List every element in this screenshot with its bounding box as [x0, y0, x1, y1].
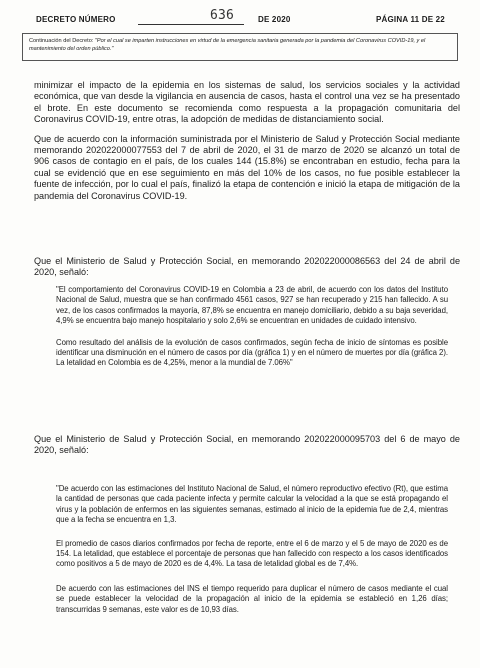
- quote-1-paragraph-1: "El comportamiento del Coronavirus COVID-19 en Colombia a 23 de abril, de acuerdo con los datos del Instituto Nacional de Salud, muestra que se han confirmado 4561 casos, 927 se han recuperado y 215 han fallecido. A su vez, de los casos confirmados la mayoría, 87,8% se encuentra en manejo domiciliario, debido a su baja severidad, 4,9% se encuentra bajo manejo hospitalario y solo 2,6% se encuentran en unidades de cuidado intensivo.: [56, 285, 448, 326]
- continuation-label: Continuación del Decreto:: [29, 38, 94, 44]
- quote-block-2: [56, 484, 448, 615]
- page-number: PÁGINA 11 DE 22: [376, 15, 445, 24]
- paragraph-1: minimizar el impacto de la epidemia en los sistemas de salud, los servicios sociales y la actividad económica, que van desde la vigilancia en ausencia de casos, hasta el control una vez se ha presentado el brote. En este documento se recomienda como respuesta a la propagación comunitaria del Coronavirus COVID-19, entre otras, la adopción de medidas de distanciamiento social.: [34, 80, 460, 125]
- decree-year: DE 2020: [258, 15, 291, 24]
- paragraph-4: Que el Ministerio de Salud y Protección Social, en memorando 202022000095703 del 6 de mayo de 2020, señaló:: [34, 434, 460, 456]
- quote-block-1: [56, 285, 448, 369]
- page-header: [14, 8, 470, 28]
- decree-number: 636: [210, 8, 235, 23]
- continuation-quote: "Por el cual se imparten instrucciones en virtud de la emergencia sanitaria generada por la pandemia del Coronavirus COVID-19, y el mantenimiento del orden público.": [29, 38, 426, 52]
- continuation-box: [22, 33, 458, 61]
- decree-label: DECRETO NÚMERO: [36, 15, 116, 24]
- decree-number-line: [138, 24, 244, 25]
- body-text: [34, 80, 460, 202]
- quote-2-paragraph-3: De acuerdo con las estimaciones del INS el tiempo requerido para duplicar el número de casos mediante el cual se puede establecer la velocidad de la propagación al inicio de la epidemia se estableció en 1,26 días; transcurridas 9 semanas, este valor es de 10,93 días.: [56, 583, 448, 614]
- quote-2-paragraph-2: El promedio de casos diarios confirmados por fecha de reporte, entre el 6 de marzo y el 5 de mayo de 2020 es de 154. La letalidad, que establece el porcentaje de personas que han fallecido con respecto a los casos identificados como positivos a 5 de mayo de 2020 es de 4,4%. La tasa de letalidad global es de 7,4%.: [56, 538, 448, 569]
- paragraph-2: Que de acuerdo con la información suministrada por el Ministerio de Salud y Protección Social mediante memorando 202022000077553 del 7 de abril de 2020, el 31 de marzo de 2020 se alcanzó un total de 906 casos de contagio en el país, de los cuales 144 (15.8%) se encontraban en estudio, fecha para la cual se evidenció que en ese seguimiento en más del 10% de los casos, no fue posible establecer la fuente de infección, por lo cual el país, finalizó la etapa de contención e inició la etapa de mitigación de la pandemia del Coronavirus COVID-19.: [34, 133, 460, 201]
- paragraph-3: Que el Ministerio de Salud y Protección Social, en memorando 202022000086563 del 24 de abril de 2020, señaló:: [34, 256, 460, 278]
- quote-2-paragraph-1: "De acuerdo con las estimaciones del Instituto Nacional de Salud, el número reproductivo efectivo (Rt), que estima la cantidad de personas que cada paciente infecta y permite calcular la velocidad a la que se está propagando el virus y la población de enfermos en las siguientes semanas, estimado al inicio de la epidemia fue de 2,4, mientras que a la fecha se encuentra en 1,3.: [56, 484, 448, 525]
- quote-1-paragraph-2: Como resultado del análisis de la evolución de casos confirmados, según fecha de inicio de síntomas es posible identificar una disminución en el número de casos por día (gráfica 1) y en el número de muertes por día (gráfica 2). La letalidad en Colombia es de 4,25%, menor a la mundial de 7.06%": [56, 337, 448, 368]
